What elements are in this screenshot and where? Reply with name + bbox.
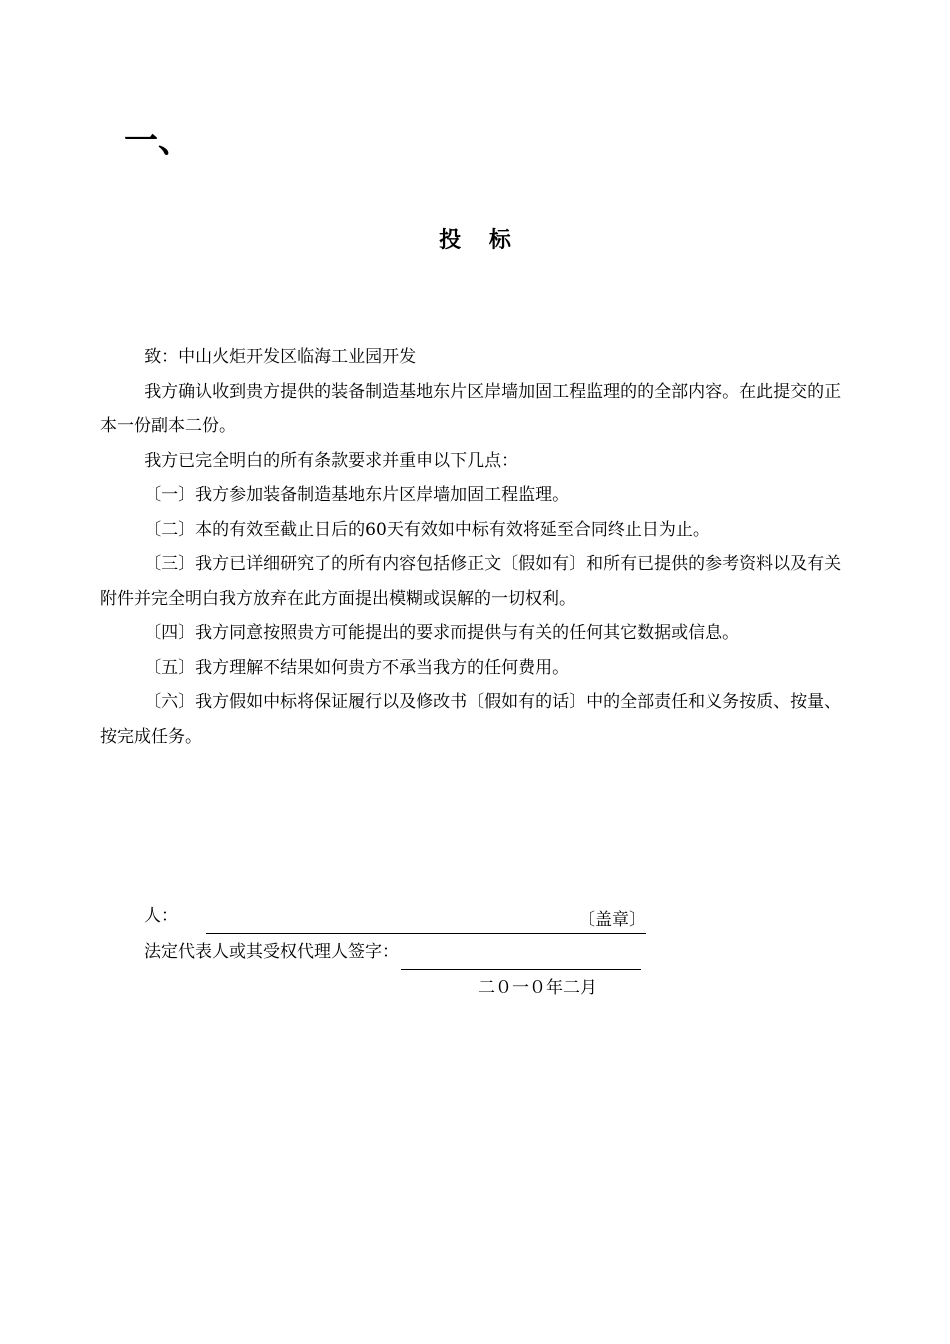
seal-text: 〔盖章〕 [578,910,646,930]
signature-field[interactable] [401,944,641,970]
bidder-label: 人： [144,906,178,926]
seal-field[interactable] [206,908,646,934]
paragraph-confirmation: 我方确认收到贵方提供的装备制造基地东片区岸墙加固工程监理的的全部内容。在此提交的正本一份副本二份。 [100,381,842,436]
addressee-line: 致：中山火炬开发区临海工业园开发 [144,347,417,367]
clause-4: 〔四〕我方同意按照贵方可能提出的要求而提供与有关的任何其它数据或信息。 [144,623,740,643]
bidder-seal-row [100,898,852,934]
clause-2: 〔二〕本的有效至截止日后的60天有效如中标有效将延至合同终止日为止。 [144,519,710,540]
paragraph-acknowledgement: 我方已完全明白的所有条款要求并重申以下几点： [144,450,519,471]
signature-block [100,898,852,1006]
clause-3: 〔三〕我方已详细研究了的所有内容包括修正文〔假如有〕和所有已提供的参考资料以及有关附件并完全明白我方放弃在此方面提出模糊或误解的一切权利。 [100,554,842,609]
document-title: 投 标 [439,227,521,253]
representative-label: 法定代表人或其受权代理人签字： [144,942,399,962]
section-number: 一、 [124,121,192,161]
clause-6: 〔六〕我方假如中标将保证履行以及修改书〔假如有的话〕中的全部责任和义务按质、按量、按完成任务。 [100,692,842,747]
representative-row [100,934,852,970]
date-line: 二０一０年二月 [478,978,597,998]
letter-body [100,340,852,754]
clause-1: 〔一〕我方参加装备制造基地东片区岸墙加固工程监理。 [144,485,570,505]
clause-5: 〔五〕我方理解不结果如何贵方不承当我方的任何费用。 [144,657,570,678]
